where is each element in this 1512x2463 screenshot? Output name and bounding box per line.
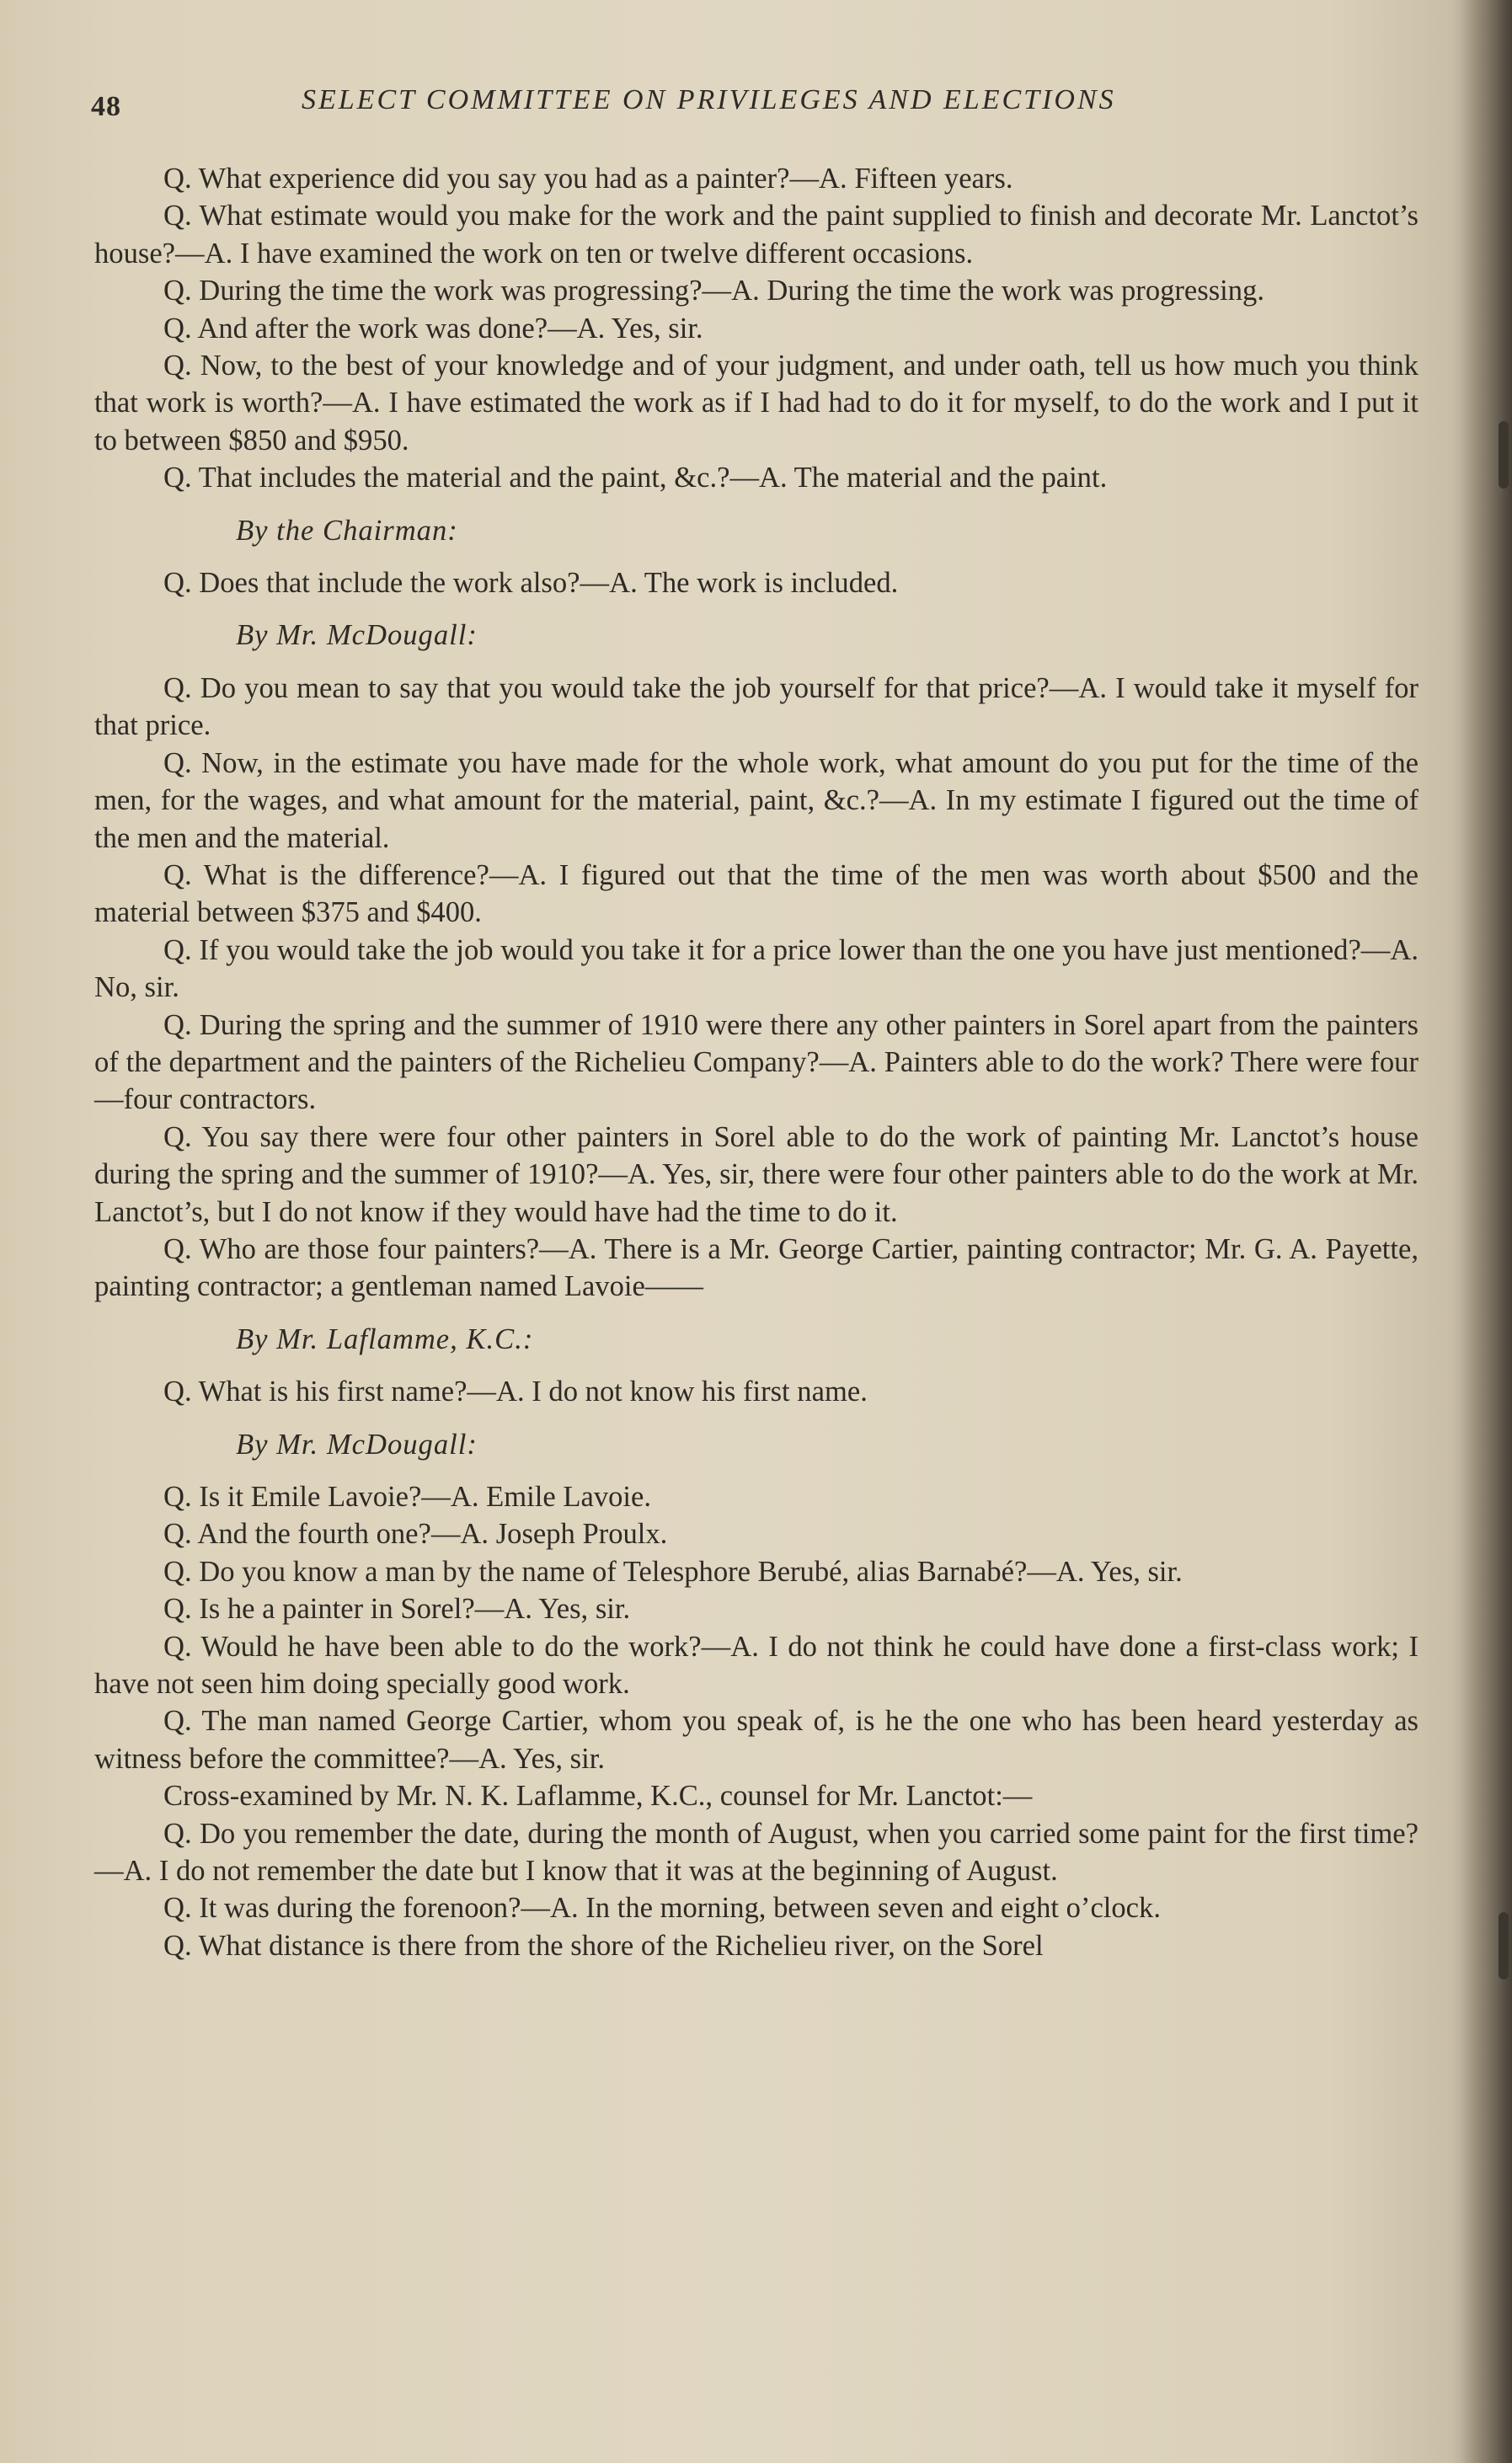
- examiner-heading: By Mr. Laflamme, K.C.:: [236, 1322, 534, 1355]
- testimony-paragraph: Q. If you would take the job would you take it for a price lower than the one you have just mentioned?—A. No, sir.: [94, 933, 1419, 1004]
- testimony-paragraph: Q. What estimate would you make for the work and the paint supplied to finish and decorate Mr. Lanctot’s house?—A. I have examined the work on ten or twelve different occasions.: [94, 200, 1419, 270]
- examiner-heading: By the Chairman:: [236, 514, 458, 547]
- testimony-paragraph: Q. During the spring and the summer of 1910 were there any other painters in Sorel apart from the painters of the department and the painters of the Richelieu Company?—A. Painters able to do the work? There were four—four contractors.: [94, 1008, 1419, 1116]
- binding-mark: [1499, 421, 1509, 489]
- testimony-paragraph: Q. What is his first name?—A. I do not know his first name.: [163, 1376, 868, 1408]
- testimony-paragraph: Q. It was during the forenoon?—A. In the morning, between seven and eight o’clock.: [163, 1892, 1161, 1925]
- page-header: [91, 76, 1405, 126]
- testimony-paragraph: Q. Do you know a man by the name of Telesphore Berubé, alias Barnabé?—A. Yes, sir.: [163, 1555, 1183, 1588]
- testimony-paragraph: Q. The man named George Cartier, whom you speak of, is he the one who has been heard yesterday as witness before the committee?—A. Yes, sir.: [94, 1705, 1419, 1775]
- testimony-paragraph: Q. Do you remember the date, during the month of August, when you carried some paint for the first time?—A. I do not remember the date but I know that it was at the beginning of August.: [94, 1817, 1419, 1888]
- testimony-paragraph: Q. Now, in the estimate you have made for the whole work, what amount do you put for the time of the men, for the wages, and what amount for the material, paint, &c.?—A. In my estimate I figured out the time of the men and the material.: [94, 746, 1419, 854]
- transcript-body: [94, 160, 1419, 1964]
- testimony-paragraph: Q. And after the work was done?—A. Yes, sir.: [163, 312, 703, 345]
- testimony-paragraph: Q. What distance is there from the shore of the Richelieu river, on the Sorel: [163, 1929, 1044, 1962]
- examiner-heading: By Mr. McDougall:: [236, 619, 478, 652]
- testimony-paragraph: Cross-examined by Mr. N. K. Laflamme, K.C., counsel for Mr. Lanctot:—: [163, 1780, 1033, 1813]
- testimony-paragraph: Q. What is the difference?—A. I figured out that the time of the men was worth about $500 and the material between $375 and $400.: [94, 858, 1419, 929]
- testimony-paragraph: Q. And the fourth one?—A. Joseph Proulx.: [163, 1518, 668, 1551]
- testimony-paragraph: Q. Is he a painter in Sorel?—A. Yes, sir.: [163, 1593, 631, 1626]
- testimony-paragraph: Q. Is it Emile Lavoie?—A. Emile Lavoie.: [163, 1481, 652, 1513]
- testimony-paragraph: Q. Who are those four painters?—A. There is a Mr. George Cartier, painting contractor; Mr. G. A. Payette, painting contractor; a gentleman named Lavoie——: [94, 1232, 1419, 1303]
- page-edge-shadow: [1461, 0, 1512, 2463]
- testimony-paragraph: Q. Do you mean to say that you would take the job yourself for that price?—A. I would take it myself for that price.: [94, 671, 1419, 742]
- testimony-paragraph: Q. What experience did you say you had as a painter?—A. Fifteen years.: [163, 163, 1013, 195]
- testimony-paragraph: Q. Does that include the work also?—A. The work is included.: [163, 567, 899, 600]
- testimony-paragraph: Q. Would he have been able to do the work?—A. I do not think he could have done a first-class work; I have not seen him doing specially good work.: [94, 1630, 1419, 1701]
- running-head: SELECT COMMITTEE ON PRIVILEGES AND ELECTIONS: [302, 84, 1116, 115]
- testimony-paragraph: Q. Now, to the best of your knowledge and of your judgment, and under oath, tell us how much you think that work is worth?—A. I have estimated the work as if I had had to do it for myself, to do the work and I put it to between $850 and $950.: [94, 350, 1419, 457]
- page-number: 48: [91, 91, 121, 122]
- examiner-heading: By Mr. McDougall:: [236, 1428, 478, 1461]
- testimony-paragraph: Q. That includes the material and the paint, &c.?—A. The material and the paint.: [163, 462, 1108, 494]
- binding-mark: [1499, 1912, 1509, 1979]
- testimony-paragraph: Q. During the time the work was progressing?—A. During the time the work was progressing.: [163, 275, 1264, 307]
- testimony-paragraph: Q. You say there were four other painters in Sorel able to do the work of painting Mr. Lanctot’s house during the spring and the summer of 1910?—A. Yes, sir, there were four other painters able to do the work at Mr. Lanctot’s, but I do not know if they would have had the time to do it.: [94, 1120, 1419, 1228]
